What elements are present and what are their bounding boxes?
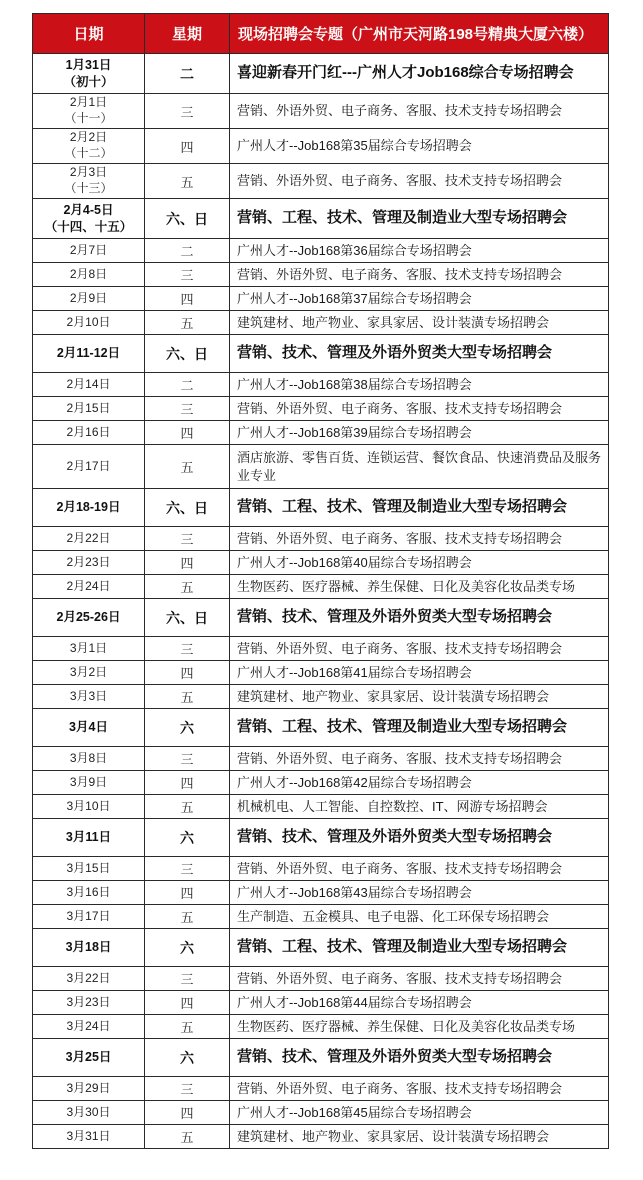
date-cell: 3月15日 <box>33 857 145 881</box>
table-row <box>33 685 609 709</box>
date-cell: 2月4-5日 （十四、十五） <box>33 199 145 239</box>
topic-cell: 营销、外语外贸、电子商务、客服、技术支持专场招聘会 <box>230 397 609 421</box>
table-row <box>33 905 609 929</box>
topic-cell: 广州人才--Job168第44届综合专场招聘会 <box>230 991 609 1015</box>
table-row <box>33 311 609 335</box>
week-cell: 四 <box>145 1101 230 1125</box>
topic-cell: 广州人才--Job168第42届综合专场招聘会 <box>230 771 609 795</box>
week-cell: 四 <box>145 287 230 311</box>
table-row <box>33 929 609 967</box>
week-cell: 四 <box>145 551 230 575</box>
week-cell: 五 <box>145 1125 230 1149</box>
table-row <box>33 421 609 445</box>
table-row <box>33 551 609 575</box>
table-row <box>33 1039 609 1077</box>
topic-cell: 生物医药、医疗器械、养生保健、日化及美容化妆品类专场 <box>230 1015 609 1039</box>
week-cell: 四 <box>145 129 230 164</box>
date-cell: 3月8日 <box>33 747 145 771</box>
table-row <box>33 199 609 239</box>
table-row <box>33 489 609 527</box>
table-row <box>33 397 609 421</box>
table-row <box>33 967 609 991</box>
table-row <box>33 1101 609 1125</box>
date-cell: 2月10日 <box>33 311 145 335</box>
topic-cell: 广州人才--Job168第38届综合专场招聘会 <box>230 373 609 397</box>
date-cell: 2月9日 <box>33 287 145 311</box>
week-cell: 四 <box>145 421 230 445</box>
topic-cell: 机械机电、人工智能、自控数控、IT、网游专场招聘会 <box>230 795 609 819</box>
date-cell: 2月23日 <box>33 551 145 575</box>
week-cell: 二 <box>145 239 230 263</box>
schedule-body <box>33 54 609 1149</box>
topic-cell: 广州人才--Job168第40届综合专场招聘会 <box>230 551 609 575</box>
date-cell: 2月16日 <box>33 421 145 445</box>
header-row <box>33 14 609 54</box>
topic-cell: 营销、外语外贸、电子商务、客服、技术支持专场招聘会 <box>230 857 609 881</box>
table-row <box>33 1077 609 1101</box>
topic-cell: 营销、技术、管理及外语外贸类大型专场招聘会 <box>230 819 609 857</box>
topic-cell: 营销、技术、管理及外语外贸类大型专场招聘会 <box>230 335 609 373</box>
topic-cell: 广州人才--Job168第45届综合专场招聘会 <box>230 1101 609 1125</box>
table-row <box>33 129 609 164</box>
date-cell: 3月16日 <box>33 881 145 905</box>
date-cell: 3月31日 <box>33 1125 145 1149</box>
date-cell: 3月11日 <box>33 819 145 857</box>
date-cell: 2月14日 <box>33 373 145 397</box>
date-lunar-note: （十二） <box>64 146 113 160</box>
week-cell: 三 <box>145 1077 230 1101</box>
date-cell: 2月17日 <box>33 445 145 489</box>
table-row <box>33 637 609 661</box>
date-cell: 3月24日 <box>33 1015 145 1039</box>
date-cell: 3月10日 <box>33 795 145 819</box>
week-cell: 三 <box>145 94 230 129</box>
topic-cell: 广州人才--Job168第36届综合专场招聘会 <box>230 239 609 263</box>
header-week: 星期 <box>145 14 230 54</box>
topic-cell: 营销、外语外贸、电子商务、客服、技术支持专场招聘会 <box>230 94 609 129</box>
week-cell: 六、日 <box>145 599 230 637</box>
date-cell: 2月8日 <box>33 263 145 287</box>
week-cell: 三 <box>145 263 230 287</box>
topic-cell: 营销、外语外贸、电子商务、客服、技术支持专场招聘会 <box>230 164 609 199</box>
topic-cell: 生物医药、医疗器械、养生保健、日化及美容化妆品类专场 <box>230 575 609 599</box>
table-row <box>33 819 609 857</box>
date-cell: 2月18-19日 <box>33 489 145 527</box>
topic-cell: 营销、外语外贸、电子商务、客服、技术支持专场招聘会 <box>230 527 609 551</box>
date-cell: 3月9日 <box>33 771 145 795</box>
week-cell: 六 <box>145 709 230 747</box>
topic-cell: 营销、技术、管理及外语外贸类大型专场招聘会 <box>230 1039 609 1077</box>
table-row <box>33 795 609 819</box>
table-row <box>33 263 609 287</box>
table-row <box>33 239 609 263</box>
week-cell: 四 <box>145 771 230 795</box>
topic-cell: 生产制造、五金模具、电子电器、化工环保专场招聘会 <box>230 905 609 929</box>
header-topic: 现场招聘会专题（广州市天河路198号精典大厦六楼） <box>230 14 609 54</box>
topic-cell: 营销、工程、技术、管理及制造业大型专场招聘会 <box>230 709 609 747</box>
date-lunar-note: （初十） <box>63 74 114 89</box>
table-row <box>33 1015 609 1039</box>
topic-cell: 营销、外语外贸、电子商务、客服、技术支持专场招聘会 <box>230 967 609 991</box>
date-cell: 3月1日 <box>33 637 145 661</box>
week-cell: 三 <box>145 857 230 881</box>
topic-cell: 广州人才--Job168第41届综合专场招聘会 <box>230 661 609 685</box>
table-row <box>33 1125 609 1149</box>
week-cell: 四 <box>145 991 230 1015</box>
table-row <box>33 287 609 311</box>
week-cell: 三 <box>145 637 230 661</box>
table-row <box>33 857 609 881</box>
week-cell: 五 <box>145 685 230 709</box>
table-row <box>33 661 609 685</box>
week-cell: 六、日 <box>145 489 230 527</box>
date-cell: 3月2日 <box>33 661 145 685</box>
topic-cell: 广州人才--Job168第37届综合专场招聘会 <box>230 287 609 311</box>
week-cell: 五 <box>145 905 230 929</box>
topic-cell: 建筑建材、地产物业、家具家居、设计装潢专场招聘会 <box>230 685 609 709</box>
week-cell: 六、日 <box>145 199 230 239</box>
date-cell: 2月3日 （十三） <box>33 164 145 199</box>
topic-cell: 营销、外语外贸、电子商务、客服、技术支持专场招聘会 <box>230 263 609 287</box>
table-row <box>33 599 609 637</box>
topic-cell: 建筑建材、地产物业、家具家居、设计装潢专场招聘会 <box>230 1125 609 1149</box>
week-cell: 三 <box>145 747 230 771</box>
date-lunar-note: （十三） <box>64 181 113 195</box>
date-cell: 3月4日 <box>33 709 145 747</box>
week-cell: 五 <box>145 311 230 335</box>
table-row <box>33 991 609 1015</box>
date-cell: 3月3日 <box>33 685 145 709</box>
table-row <box>33 881 609 905</box>
date-cell: 3月18日 <box>33 929 145 967</box>
week-cell: 三 <box>145 967 230 991</box>
date-cell: 2月24日 <box>33 575 145 599</box>
header-date: 日期 <box>33 14 145 54</box>
date-cell: 2月1日 （十一） <box>33 94 145 129</box>
week-cell: 六 <box>145 929 230 967</box>
week-cell: 三 <box>145 527 230 551</box>
week-cell: 三 <box>145 397 230 421</box>
topic-cell: 广州人才--Job168第35届综合专场招聘会 <box>230 129 609 164</box>
date-cell: 2月22日 <box>33 527 145 551</box>
date-cell: 3月29日 <box>33 1077 145 1101</box>
table-row <box>33 747 609 771</box>
topic-cell: 营销、外语外贸、电子商务、客服、技术支持专场招聘会 <box>230 747 609 771</box>
date-cell: 3月17日 <box>33 905 145 929</box>
week-cell: 六 <box>145 819 230 857</box>
date-cell: 2月25-26日 <box>33 599 145 637</box>
date-cell: 2月7日 <box>33 239 145 263</box>
job-fair-schedule-table <box>32 13 609 1149</box>
week-cell: 二 <box>145 54 230 94</box>
table-row <box>33 575 609 599</box>
week-cell: 四 <box>145 661 230 685</box>
table-row <box>33 164 609 199</box>
topic-cell: 喜迎新春开门红---广州人才Job168综合专场招聘会 <box>230 54 609 94</box>
week-cell: 五 <box>145 1015 230 1039</box>
table-row <box>33 54 609 94</box>
topic-cell: 营销、技术、管理及外语外贸类大型专场招聘会 <box>230 599 609 637</box>
topic-cell: 建筑建材、地产物业、家具家居、设计装潢专场招聘会 <box>230 311 609 335</box>
week-cell: 六 <box>145 1039 230 1077</box>
week-cell: 五 <box>145 795 230 819</box>
date-cell: 3月25日 <box>33 1039 145 1077</box>
topic-cell: 营销、工程、技术、管理及制造业大型专场招聘会 <box>230 199 609 239</box>
topic-cell: 广州人才--Job168第43届综合专场招聘会 <box>230 881 609 905</box>
date-cell: 2月11-12日 <box>33 335 145 373</box>
date-cell: 2月15日 <box>33 397 145 421</box>
table-row <box>33 709 609 747</box>
table-row <box>33 373 609 397</box>
table-row <box>33 94 609 129</box>
date-cell: 1月31日 （初十） <box>33 54 145 94</box>
topic-cell: 营销、工程、技术、管理及制造业大型专场招聘会 <box>230 489 609 527</box>
week-cell: 四 <box>145 881 230 905</box>
table-row <box>33 527 609 551</box>
week-cell: 五 <box>145 164 230 199</box>
topic-cell: 营销、外语外贸、电子商务、客服、技术支持专场招聘会 <box>230 637 609 661</box>
date-cell: 3月23日 <box>33 991 145 1015</box>
topic-cell: 营销、外语外贸、电子商务、客服、技术支持专场招聘会 <box>230 1077 609 1101</box>
topic-cell: 广州人才--Job168第39届综合专场招聘会 <box>230 421 609 445</box>
week-cell: 二 <box>145 373 230 397</box>
date-cell: 3月22日 <box>33 967 145 991</box>
week-cell: 五 <box>145 445 230 489</box>
week-cell: 六、日 <box>145 335 230 373</box>
table-row <box>33 771 609 795</box>
table-row <box>33 335 609 373</box>
date-lunar-note: （十四、十五） <box>44 219 133 234</box>
topic-cell: 营销、工程、技术、管理及制造业大型专场招聘会 <box>230 929 609 967</box>
table-row <box>33 445 609 489</box>
date-cell: 2月2日 （十二） <box>33 129 145 164</box>
date-lunar-note: （十一） <box>64 111 113 125</box>
topic-cell: 酒店旅游、零售百货、连锁运营、餐饮食品、快速消费品及服务业专业 <box>230 445 609 489</box>
date-cell: 3月30日 <box>33 1101 145 1125</box>
week-cell: 五 <box>145 575 230 599</box>
